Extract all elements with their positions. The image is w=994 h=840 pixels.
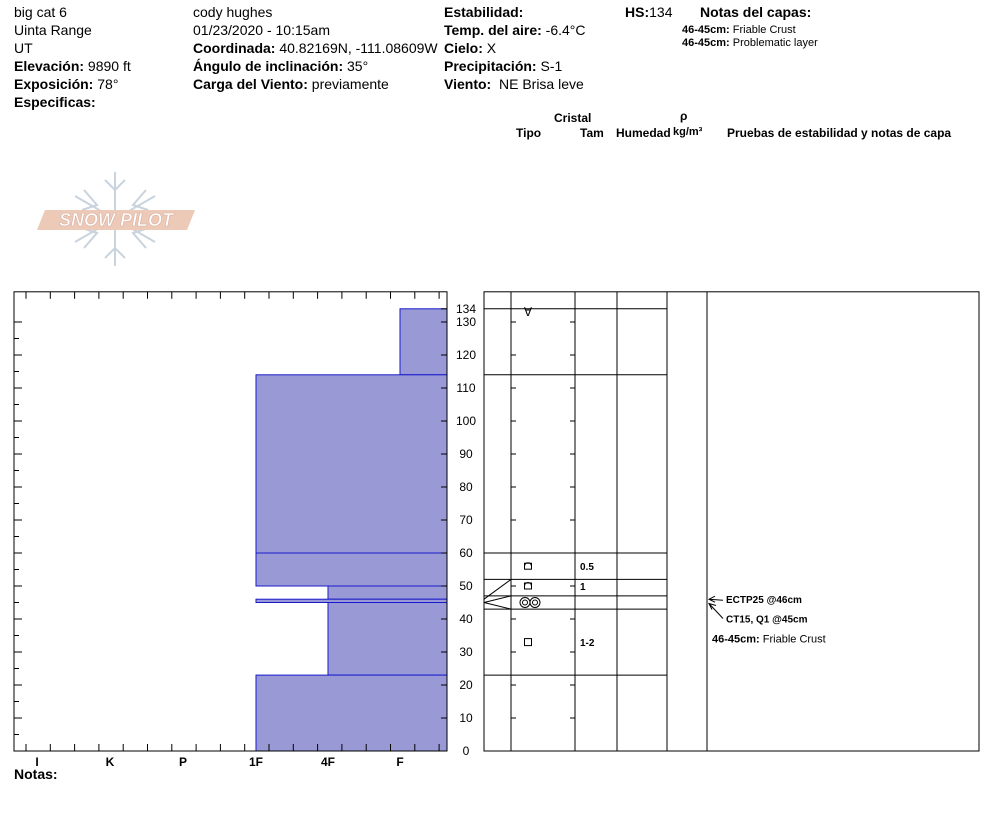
snowpilot-logo <box>37 172 195 266</box>
specifics-label: Especificas: <box>14 94 96 110</box>
crystal-outer-ring <box>530 598 540 608</box>
hardness-layer-bar <box>256 675 447 751</box>
y-tick-label: 120 <box>455 348 477 362</box>
crystal-size-label: 0.5 <box>580 562 594 574</box>
size-header: Tam <box>580 126 604 140</box>
hardness-layer-bar <box>256 375 447 553</box>
y-tick-label: 134 <box>455 301 477 316</box>
rounded-faceted-icon <box>525 583 532 590</box>
layer-note <box>712 634 826 646</box>
logo-text: SNOW PILOT <box>59 210 173 230</box>
range-name: Uinta Range <box>14 22 92 38</box>
crystal-size-label: 1-2 <box>580 638 595 650</box>
type-header: Tipo <box>516 126 542 140</box>
test-label: CT15, Q1 @45cm <box>726 614 808 626</box>
layer-notes-label: Notas del capas: <box>700 4 812 20</box>
y-tick-label: 100 <box>455 414 477 428</box>
layer-note-2: 46-45cm: Problematic layer <box>682 37 818 49</box>
hardness-layer-bar <box>256 553 447 586</box>
connector-line <box>484 596 511 603</box>
wind-loading: Carga del Viento: previamente <box>193 76 389 92</box>
y-tick-label: 70 <box>459 513 473 527</box>
test-label: ECTP25 @46cm <box>726 595 802 607</box>
y-tick-label: 30 <box>459 645 473 659</box>
crystal-outer-ring <box>520 598 530 608</box>
precipitation: Precipitación: S-1 <box>444 58 563 74</box>
crystal-square <box>525 639 532 646</box>
hardness-layer-bar <box>328 586 447 599</box>
observer: cody hughes <box>193 4 273 20</box>
x-tick-label: F <box>396 755 404 769</box>
melt-freeze-icon <box>520 598 540 608</box>
connector-line <box>484 603 511 610</box>
y-tick-label: 50 <box>459 579 473 593</box>
state: UT <box>14 40 33 56</box>
layer-note-text: Friable Crust <box>759 633 826 646</box>
density-unit-header: kg/m³ <box>673 126 703 138</box>
humidity-header: Humedad <box>616 126 671 140</box>
y-tick-label: 130 <box>455 315 477 329</box>
crystal-header: Cristal <box>554 111 592 125</box>
layer-table-frame <box>484 292 979 751</box>
crystal-size-label: 1 <box>580 582 586 593</box>
tests-header: Pruebas de estabilidad y notas de capa <box>727 126 952 140</box>
test-arrow-line <box>709 604 723 619</box>
y-tick-label: 110 <box>456 381 476 395</box>
air-temp: Temp. del aire: -6.4°C <box>444 22 586 38</box>
y-tick-label: 20 <box>459 678 473 692</box>
crystal-inner-ring <box>533 600 538 605</box>
x-tick-label: P <box>178 755 188 769</box>
elevation: Elevación: 9890 ft <box>14 58 131 74</box>
y-tick-label: 10 <box>459 711 473 725</box>
x-tick-label: I <box>35 755 39 769</box>
layer-note-depth: 46-45cm: <box>712 633 760 646</box>
x-tick-label: 1F <box>248 755 264 769</box>
y-tick-label: 60 <box>459 546 473 560</box>
x-tick-label: 4F <box>320 755 336 769</box>
rho-header: ρ <box>680 109 688 123</box>
crystal-glyph: ∀ <box>523 305 533 320</box>
coordinates: Coordinada: 40.82169N, -111.08609W <box>193 40 438 56</box>
rounded-faceted-icon <box>525 563 532 570</box>
datetime: 01/23/2020 - 10:15am <box>193 22 330 38</box>
y-tick-label: 90 <box>459 447 473 461</box>
hardness-layer-bar <box>400 309 447 375</box>
y-tick-label: 80 <box>459 480 473 494</box>
x-tick-label: K <box>105 755 115 769</box>
faceted-icon <box>525 639 532 646</box>
sky: Cielo: X <box>444 40 497 56</box>
pit-name: big cat 6 <box>14 4 67 20</box>
notes-label: Notas: <box>14 766 58 782</box>
snow-height: HS:134 <box>625 4 673 20</box>
crystal-inner-ring <box>523 600 528 605</box>
new-snow-icon <box>524 305 533 319</box>
layer-note-1: 46-45cm: Friable Crust <box>682 24 796 36</box>
wind: Viento: NE Brisa leve <box>444 76 584 92</box>
y-tick-label: 0 <box>462 744 470 758</box>
y-tick-label: 40 <box>459 612 473 626</box>
aspect: Exposición: 78° <box>14 76 119 92</box>
hardness-layer-bar <box>328 603 447 676</box>
slope-angle: Ángulo de inclinación: 35° <box>193 58 369 74</box>
stability-label: Estabilidad: <box>444 4 524 20</box>
